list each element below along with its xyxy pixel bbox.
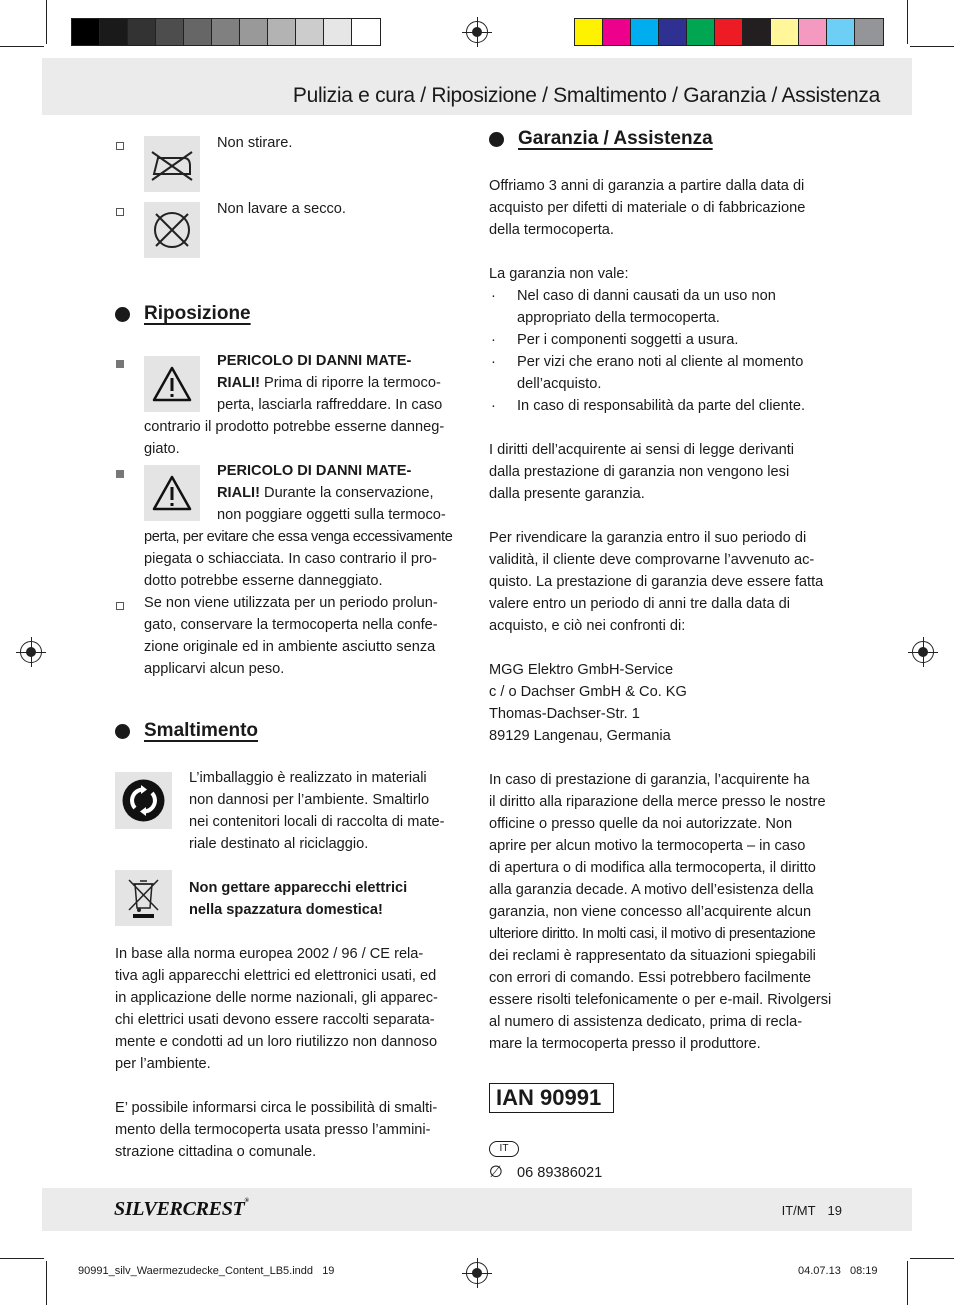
bullet-icon: [115, 307, 130, 322]
warning-icon: [144, 465, 200, 521]
slug-date: 04.07.13 08:19: [798, 1265, 878, 1277]
warning-text: non poggiare oggetti sulla termoco-: [217, 507, 446, 523]
directive-line: mente e condotti ad un loro riutilizzo non dannoso: [115, 1034, 438, 1050]
section-heading-text: Smaltimento: [144, 720, 259, 741]
crop-mark: [907, 0, 908, 44]
weee-bin-icon: [115, 870, 172, 926]
section-heading-text: Garanzia / Assistenza: [518, 128, 713, 149]
no-iron-icon: [144, 136, 200, 192]
packaging-line: riale destinato al riciclaggio.: [189, 836, 369, 852]
section-heading-garanzia: [489, 128, 713, 150]
list-item: · Per i componenti soggetti a usura.: [489, 329, 849, 351]
rights-line: dalla presente garanzia.: [489, 486, 645, 502]
directive-line: tiva agli apparecchi elettrici ed elettronici usati, ed: [115, 968, 437, 984]
registration-mark-icon: [466, 1262, 488, 1284]
no-dry-clean-icon: [144, 202, 200, 258]
info-line: mento della termocoperta usata presso l’ammini-: [115, 1122, 431, 1138]
directive-line: In base alla norma europea 2002 / 96 / CE rela-: [115, 946, 424, 962]
service-line: con errori di comando. Essi potrebbero facilmente: [489, 970, 812, 986]
care-no-iron-text: Non stirare.: [217, 135, 293, 151]
color-swatch: [184, 19, 212, 45]
warning-text: dotto potrebbe esserne danneggiato.: [144, 573, 383, 589]
packaging-line: nei contenitori locali di raccolta di mate-: [189, 814, 445, 830]
service-line: al numero di assistenza dedicato, prima di recla-: [489, 1014, 803, 1030]
weee-warning: [189, 877, 479, 921]
list-checkbox-icon: [116, 142, 124, 150]
service-line: officine o presso quelle da noi autorizzate. Non: [489, 816, 793, 832]
warning-text: perta, per evitare che essa venga eccessivamente: [144, 529, 453, 545]
address-line: c / o Dachser GmbH & Co. KG: [489, 684, 687, 700]
list-checkbox-icon: [116, 602, 124, 610]
service-line: In caso di prestazione di garanzia, l’acquirente ha: [489, 772, 810, 788]
crop-mark: [0, 1258, 44, 1259]
crop-mark: [910, 46, 954, 47]
care-no-dry-clean-text: Non lavare a secco.: [217, 201, 346, 217]
service-line: garanzia, non viene concesso all’acquirente alcun: [489, 904, 812, 920]
storage-text: zione originale ed in ambiente asciutto senza: [144, 639, 436, 655]
process-color-bar: [574, 18, 884, 46]
not-valid-label: La garanzia non vale:: [489, 266, 629, 282]
color-swatch: [72, 19, 100, 45]
intro-line: della termocoperta.: [489, 222, 614, 238]
bullet-icon: [489, 132, 504, 147]
warning-text: perta, lasciarla raffreddare. In caso: [217, 397, 443, 413]
registration-mark-icon: [20, 641, 42, 663]
color-swatch: [575, 19, 603, 45]
page-number: 19: [827, 1203, 842, 1218]
color-swatch: [855, 19, 883, 45]
recycling-green-dot-icon: [115, 772, 172, 829]
section-heading-text: Riposizione: [144, 303, 251, 324]
warranty-body: [489, 175, 849, 1055]
warning-bold-text: PERICOLO DI DANNI MATE-: [217, 353, 412, 369]
color-swatch: [156, 19, 184, 45]
rights-line: I diritti dell’acquirente ai sensi di legge derivanti: [489, 442, 795, 458]
phone-number: 06 89386021: [517, 1165, 603, 1181]
registered-mark: ®: [244, 1198, 249, 1204]
directive-line: chi elettrici usati devono essere raccolti separata-: [115, 1012, 435, 1028]
service-line: alla garanzia decade. A motivo dell’esistenza della: [489, 882, 814, 898]
service-line: aprire per alcun motivo la termocoperta – in caso: [489, 838, 806, 854]
list-bullet-square-icon: [116, 470, 124, 478]
address-line: Thomas-Dachser-Str. 1: [489, 706, 640, 722]
grayscale-color-bar: [71, 18, 381, 46]
weee-line: Non gettare apparecchi elettrici: [189, 880, 408, 896]
warning-text: giato.: [144, 441, 180, 457]
list-item: · In caso di responsabilità da parte del cliente.: [489, 395, 849, 417]
warning-1-continuation: [144, 416, 474, 460]
phone-icon: ∅: [489, 1164, 503, 1181]
directive-text: [115, 943, 475, 1163]
warning-text: piegata o schiacciata. In caso contrario il pro-: [144, 551, 437, 567]
color-swatch: [240, 19, 268, 45]
brand-logo: [114, 1198, 249, 1221]
crop-mark: [46, 0, 47, 44]
list-bullet-square-icon: [116, 360, 124, 368]
warning-text: Prima di riporre la termoco-: [259, 375, 441, 391]
color-swatch: [771, 19, 799, 45]
color-swatch: [128, 19, 156, 45]
crop-mark: [907, 1261, 908, 1305]
storage-text: applicarvi alcun peso.: [144, 661, 285, 677]
warning-icon: [144, 356, 200, 412]
directive-line: in applicazione delle norme nazionali, gli apparec-: [115, 990, 438, 1006]
brand-name: SILVERCREST: [114, 1198, 245, 1220]
bullet-icon: [115, 724, 130, 739]
warning-1-text: [217, 350, 467, 416]
intro-line: Offriamo 3 anni di garanzia a partire dalla data di: [489, 178, 805, 194]
warning-text: contrario il prodotto potrebbe esserne danneg-: [144, 419, 445, 435]
page-info: [770, 1203, 842, 1218]
color-swatch: [352, 19, 380, 45]
section-heading-smaltimento: [115, 720, 258, 742]
color-swatch: [268, 19, 296, 45]
color-swatch: [603, 19, 631, 45]
crop-mark: [46, 1261, 47, 1305]
registration-mark-icon: [912, 641, 934, 663]
storage-text: Se non viene utilizzata per un periodo prolun-: [144, 595, 438, 611]
packaging-text: [189, 767, 479, 855]
service-line: dei reclami è rappresentato da situazioni spiegabili: [489, 948, 816, 964]
warning-bold-text: RIALI!: [217, 375, 260, 391]
claim-line: valere entro un periodo di anni tre dalla data di: [489, 596, 790, 612]
color-swatch: [743, 19, 771, 45]
list-item: · Per vizi che erano noti al cliente al momento dell’acquisto.: [489, 351, 849, 395]
storage-instructions: [144, 592, 474, 680]
service-line: di apertura o di modifica alla termocoperta, il diritto: [489, 860, 816, 876]
section-heading-riposizione: [115, 303, 251, 325]
registration-mark-icon: [466, 21, 488, 43]
language-code: IT/MT: [781, 1203, 816, 1218]
claim-line: acquisto, e ciò nei confronti di:: [489, 618, 686, 634]
color-swatch: [827, 19, 855, 45]
list-checkbox-icon: [116, 208, 124, 216]
color-swatch: [687, 19, 715, 45]
packaging-line: L’imballaggio è realizzato in materiali: [189, 770, 427, 786]
claim-line: Per rivendicare la garanzia entro il suo periodo di: [489, 530, 807, 546]
color-swatch: [324, 19, 352, 45]
page-title: Pulizia e cura / Riposizione / Smaltimento / Garanzia / Assistenza: [292, 84, 880, 107]
address-line: MGG Elektro GmbH-Service: [489, 662, 674, 678]
color-swatch: [631, 19, 659, 45]
address-line: 89129 Langenau, Germania: [489, 728, 671, 744]
intro-line: acquisto per difetti di materiale o di fabbricazione: [489, 200, 806, 216]
weee-line: nella spazzatura domestica!: [189, 902, 383, 918]
color-swatch: [100, 19, 128, 45]
color-swatch: [212, 19, 240, 45]
color-swatch: [715, 19, 743, 45]
country-badge: IT: [489, 1141, 519, 1157]
service-line: il diritto alla riparazione della merce presso le nostre: [489, 794, 826, 810]
warning-bold-text: RIALI!: [217, 485, 260, 501]
packaging-line: non dannosi per l’ambiente. Smaltirlo: [189, 792, 430, 808]
crop-mark: [910, 1258, 954, 1259]
claim-line: quisto. La prestazione di garanzia deve essere fatta: [489, 574, 824, 590]
slug-filename: 90991_silv_Waermezudecke_Content_LB5.indd 19: [78, 1265, 335, 1277]
directive-line: per l’ambiente.: [115, 1056, 211, 1072]
info-line: strazione cittadina o comunale.: [115, 1144, 317, 1160]
warning-text: Durante la conservazione,: [259, 485, 434, 501]
list-item: · Nel caso di danni causati da un uso non appropriato della termocoperta.: [489, 285, 849, 329]
service-line: ulteriore diritto. In molti casi, il motivo di presentazione: [489, 926, 816, 942]
crop-mark: [0, 46, 44, 47]
service-line: essere risolti telefonicamente o per e-mail. Rivolgersi: [489, 992, 832, 1008]
warning-bold-text: PERICOLO DI DANNI MATE-: [217, 463, 412, 479]
color-swatch: [659, 19, 687, 45]
storage-text: gato, conservare la termocoperta nella confe-: [144, 617, 438, 633]
ian-number: IAN 90991: [489, 1083, 614, 1113]
warning-2-text: [217, 460, 467, 526]
color-swatch: [799, 19, 827, 45]
claim-line: validità, il cliente deve comprovarne l’avvenuto ac-: [489, 552, 815, 568]
exclusions-list: [489, 285, 849, 417]
rights-line: dalla prestazione di garanzia non vengono lesi: [489, 464, 790, 480]
service-line: mare la termocoperta presso il produttore.: [489, 1036, 761, 1052]
warning-2-continuation: [144, 526, 474, 592]
info-line: E’ possibile informarsi circa le possibilità di smalti-: [115, 1100, 438, 1116]
color-swatch: [296, 19, 324, 45]
